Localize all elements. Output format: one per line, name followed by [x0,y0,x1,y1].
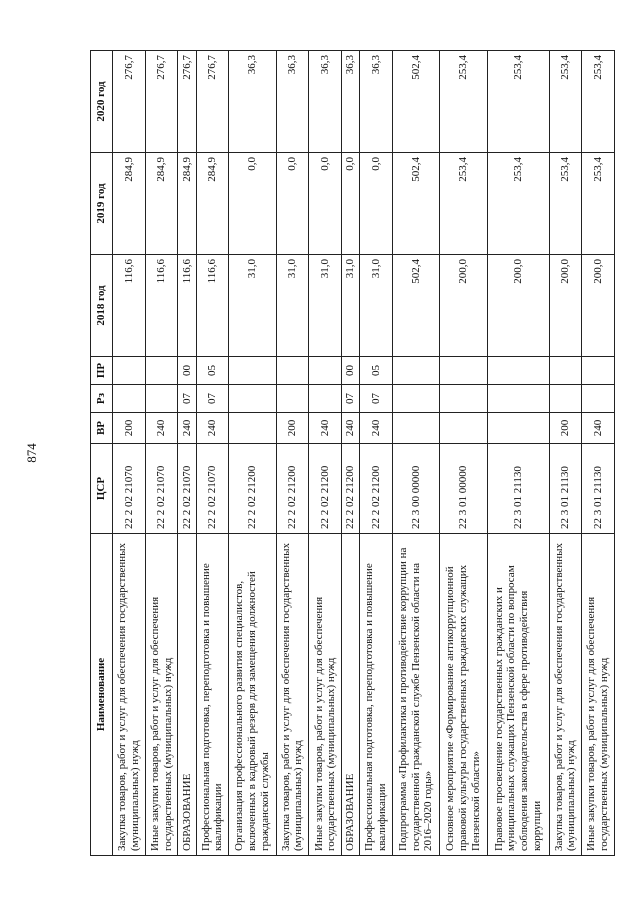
cell-name: Организация профессионального развития специалистов, включенных в кадровый резерв для замещения должностей гражданской службы [228,533,275,855]
table-row [196,50,229,855]
cell-2020: 276,7 [177,50,195,152]
page-number: 874 [24,443,39,463]
cell-rz [549,384,582,412]
cell-vr: 240 [145,412,178,443]
cell-2020: 276,7 [145,50,178,152]
cell-name: Закупка товаров, работ и услуг для обеспечения государственных (муниципальных) нужд [549,533,582,855]
cell-2020: 253,4 [581,50,614,152]
cell-vr [228,412,275,443]
cell-2018: 200,0 [439,254,486,356]
cell-name: Основное мероприятие «Формирование антикоррупционной правовой культуры государственных гражданских служащих Пензенской области» [439,533,486,855]
cell-2020: 36,3 [308,50,341,152]
cell-2020: 276,7 [112,50,145,152]
cell-2018: 200,0 [487,254,549,356]
table-row [439,50,486,855]
cell-pr [112,356,145,384]
cell-csr: 22 2 02 21200 [341,443,359,533]
cell-csr: 22 3 00 00000 [392,443,439,533]
cell-2018: 31,0 [341,254,359,356]
cell-2019: 284,9 [196,152,229,254]
cell-rz [112,384,145,412]
cell-2019: 0,0 [359,152,392,254]
cell-rz: 07 [341,384,359,412]
cell-rz [581,384,614,412]
table-row [145,50,178,855]
header-2019: 2019 год [90,152,112,254]
header-name: Наименование [90,533,112,855]
cell-rz [228,384,275,412]
table-row [487,50,549,855]
cell-pr: 05 [359,356,392,384]
cell-name: Правовое просвещение государственных гражданских и муниципальных служащих Пензенской области по вопросам соблюдения законодательства в сфере противодействия коррупции [487,533,549,855]
cell-2020: 253,4 [549,50,582,152]
cell-2018: 31,0 [276,254,309,356]
cell-2019: 253,4 [487,152,549,254]
cell-name: Подпрограмма «Профилактика и противодействие коррупции на государственной гражданской службе Пензенской области на 2016–2020 годы» [392,533,439,855]
table-row [177,50,195,855]
cell-2018: 502,4 [392,254,439,356]
header-2018: 2018 год [90,254,112,356]
cell-pr [549,356,582,384]
cell-2018: 116,6 [112,254,145,356]
cell-2020: 36,3 [359,50,392,152]
table-row [392,50,439,855]
cell-rz: 07 [359,384,392,412]
cell-rz [308,384,341,412]
cell-vr [392,412,439,443]
cell-vr: 240 [308,412,341,443]
table-row [308,50,341,855]
table-row [228,50,275,855]
cell-rz [439,384,486,412]
cell-rz [392,384,439,412]
cell-name: Профессиональная подготовка, переподготовка и повышение квалификации [359,533,392,855]
cell-csr: 22 2 02 21070 [145,443,178,533]
cell-2019: 284,9 [177,152,195,254]
table-row [341,50,359,855]
cell-csr: 22 2 02 21070 [112,443,145,533]
cell-2018: 31,0 [228,254,275,356]
cell-rz: 07 [196,384,229,412]
cell-vr: 240 [196,412,229,443]
cell-pr [392,356,439,384]
header-2020: 2020 год [90,50,112,152]
cell-csr: 22 2 02 21070 [196,443,229,533]
cell-csr: 22 2 02 21200 [359,443,392,533]
cell-rz [276,384,309,412]
cell-name: Закупка товаров, работ и услуг для обеспечения государственных (муниципальных) нужд [276,533,309,855]
table-row [359,50,392,855]
cell-csr: 22 3 01 21130 [549,443,582,533]
cell-pr: 05 [196,356,229,384]
cell-vr: 200 [549,412,582,443]
cell-2018: 116,6 [177,254,195,356]
cell-pr: 00 [341,356,359,384]
cell-csr: 22 2 02 21200 [228,443,275,533]
cell-2019: 0,0 [276,152,309,254]
table-header-row [90,50,112,855]
cell-2018: 116,6 [145,254,178,356]
cell-pr [308,356,341,384]
cell-pr [276,356,309,384]
cell-2018: 200,0 [581,254,614,356]
cell-2020: 276,7 [196,50,229,152]
cell-rz [487,384,549,412]
cell-csr: 22 3 01 21130 [581,443,614,533]
cell-name: Закупка товаров, работ и услуг для обеспечения государственных (муниципальных) нужд [112,533,145,855]
cell-2018: 116,6 [196,254,229,356]
cell-name: ОБРАЗОВАНИЕ [341,533,359,855]
cell-rz [145,384,178,412]
cell-2019: 284,9 [112,152,145,254]
cell-2019: 253,4 [581,152,614,254]
cell-csr: 22 2 02 21200 [276,443,309,533]
cell-vr: 240 [341,412,359,443]
cell-name: Профессиональная подготовка, переподготовка и повышение квалификации [196,533,229,855]
cell-pr: 00 [177,356,195,384]
table-row [112,50,145,855]
cell-2019: 0,0 [308,152,341,254]
cell-2018: 31,0 [359,254,392,356]
cell-2019: 253,4 [549,152,582,254]
cell-vr: 240 [177,412,195,443]
cell-pr [145,356,178,384]
cell-2020: 36,3 [228,50,275,152]
cell-csr: 22 3 01 00000 [439,443,486,533]
cell-vr: 200 [112,412,145,443]
cell-2020: 36,3 [276,50,309,152]
budget-table [90,50,615,856]
table-row [549,50,582,855]
cell-csr: 22 2 02 21070 [177,443,195,533]
cell-name: Иные закупки товаров, работ и услуг для обеспечения государственных (муниципальных) нужд [308,533,341,855]
cell-vr: 240 [359,412,392,443]
cell-name: Иные закупки товаров, работ и услуг для обеспечения государственных (муниципальных) нужд [581,533,614,855]
cell-pr [439,356,486,384]
cell-name: Иные закупки товаров, работ и услуг для обеспечения государственных (муниципальных) нужд [145,533,178,855]
cell-pr [581,356,614,384]
cell-2019: 253,4 [439,152,486,254]
cell-vr [439,412,486,443]
cell-2018: 200,0 [549,254,582,356]
table-row [581,50,614,855]
cell-2020: 36,3 [341,50,359,152]
cell-2020: 502,4 [392,50,439,152]
cell-2018: 31,0 [308,254,341,356]
cell-2019: 0,0 [228,152,275,254]
cell-2019: 0,0 [341,152,359,254]
table-row [276,50,309,855]
header-vr: ВР [90,412,112,443]
header-csr: ЦСР [90,443,112,533]
cell-name: ОБРАЗОВАНИЕ [177,533,195,855]
cell-2019: 502,4 [392,152,439,254]
cell-2019: 284,9 [145,152,178,254]
rotated-table-container [90,51,615,856]
cell-rz: 07 [177,384,195,412]
cell-vr [487,412,549,443]
header-pr: ПР [90,356,112,384]
cell-pr [487,356,549,384]
cell-csr: 22 3 01 21130 [487,443,549,533]
header-rz: Рз [90,384,112,412]
cell-pr [228,356,275,384]
cell-vr: 240 [581,412,614,443]
cell-2020: 253,4 [439,50,486,152]
cell-csr: 22 2 02 21200 [308,443,341,533]
cell-2020: 253,4 [487,50,549,152]
cell-vr: 200 [276,412,309,443]
